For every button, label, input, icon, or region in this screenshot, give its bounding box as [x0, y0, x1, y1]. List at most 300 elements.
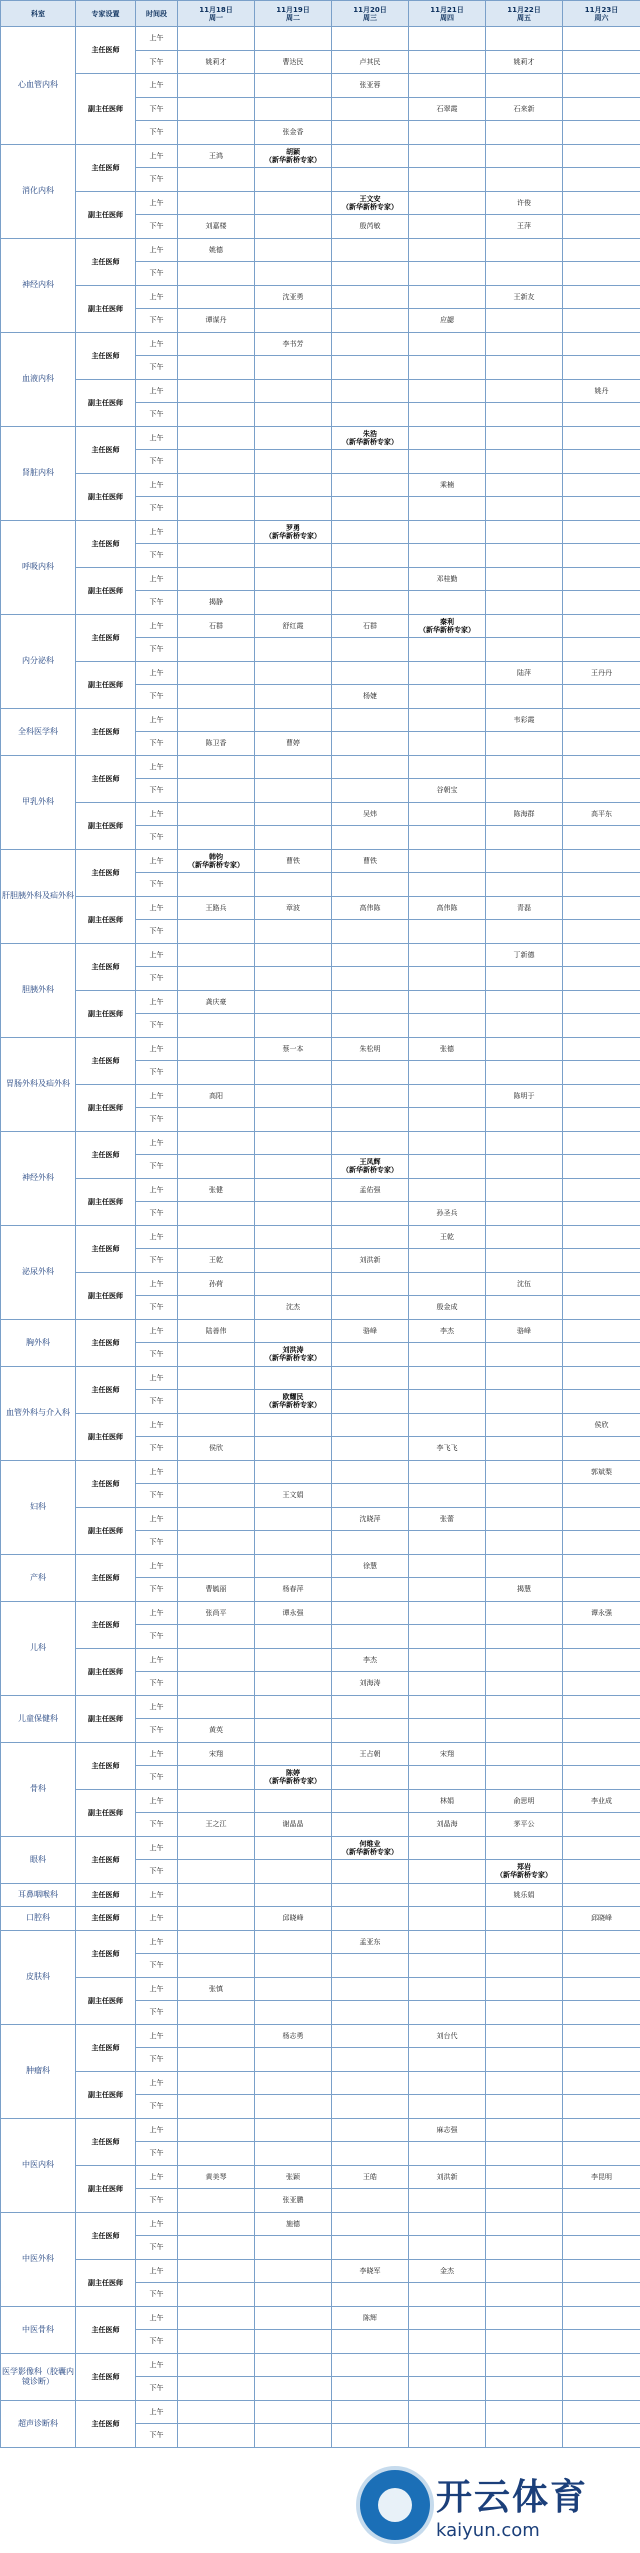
slot-cell: 下午	[136, 1954, 178, 1978]
slot-cell: 上午	[136, 1272, 178, 1296]
schedule-cell	[332, 1977, 409, 2001]
schedule-cell: 石翠霞	[409, 97, 486, 121]
schedule-cell	[409, 920, 486, 944]
schedule-cell	[178, 708, 255, 732]
schedule-cell	[178, 638, 255, 662]
slot-cell: 上午	[136, 74, 178, 98]
schedule-cell	[486, 1836, 563, 1860]
schedule-cell	[563, 732, 640, 756]
table-row	[1, 473, 640, 497]
schedule-cell: 邱晓峰	[255, 1907, 332, 1931]
schedule-cell	[409, 732, 486, 756]
schedule-cell	[409, 1366, 486, 1390]
schedule-cell	[255, 1061, 332, 1085]
slot-cell: 上午	[136, 1977, 178, 2001]
schedule-cell	[563, 1507, 640, 1531]
slot-cell: 上午	[136, 1601, 178, 1625]
schedule-cell	[563, 1155, 640, 1179]
schedule-cell	[255, 2330, 332, 2354]
schedule-cell	[563, 2377, 640, 2401]
table-row	[1, 285, 640, 309]
schedule-cell	[332, 2142, 409, 2166]
slot-cell: 下午	[136, 2424, 178, 2448]
table-row	[1, 1648, 640, 1672]
schedule-cell	[486, 450, 563, 474]
slot-cell: 下午	[136, 356, 178, 380]
schedule-cell	[255, 638, 332, 662]
schedule-cell	[563, 27, 640, 51]
schedule-cell	[563, 849, 640, 873]
slot-cell: 下午	[136, 1155, 178, 1179]
schedule-cell	[409, 2236, 486, 2260]
schedule-cell	[486, 379, 563, 403]
watermark-en: kaiyun.com	[436, 2520, 540, 2541]
schedule-cell	[563, 1014, 640, 1038]
schedule-cell	[563, 356, 640, 380]
schedule-cell: 张金香	[255, 121, 332, 145]
schedule-cell	[332, 779, 409, 803]
schedule-cell	[332, 732, 409, 756]
dept-cell: 泌尿外科	[1, 1225, 76, 1319]
table-row	[1, 896, 640, 920]
schedule-cell	[563, 1813, 640, 1837]
schedule-cell	[486, 356, 563, 380]
watermark-text	[436, 2469, 588, 2541]
schedule-cell	[409, 1578, 486, 1602]
schedule-cell: 刘海涛	[332, 1672, 409, 1696]
schedule-cell	[409, 450, 486, 474]
schedule-cell	[563, 873, 640, 897]
schedule-cell	[486, 638, 563, 662]
slot-cell: 上午	[136, 27, 178, 51]
title-cell: 主任医师	[76, 2400, 136, 2447]
slot-cell: 下午	[136, 50, 178, 74]
title-cell: 副主任医师	[76, 661, 136, 708]
schedule-cell	[409, 1390, 486, 1414]
schedule-cell	[486, 1460, 563, 1484]
schedule-cell	[563, 1249, 640, 1273]
schedule-cell	[178, 27, 255, 51]
schedule-cell	[409, 2424, 486, 2448]
schedule-cell	[332, 591, 409, 615]
schedule-cell: 杨志勇	[255, 2024, 332, 2048]
schedule-cell	[255, 1860, 332, 1884]
schedule-cell: 孟佑强	[332, 1178, 409, 1202]
schedule-cell	[332, 2024, 409, 2048]
header-day-3	[332, 1, 409, 27]
schedule-cell: 陈海群	[486, 802, 563, 826]
schedule-cell	[486, 2048, 563, 2072]
dept-cell: 心血管内科	[1, 27, 76, 145]
dept-cell: 耳鼻咽喉科	[1, 1883, 76, 1907]
schedule-cell: 谭谋丹	[178, 309, 255, 333]
slot-cell: 上午	[136, 802, 178, 826]
schedule-cell: 殷芮敏	[332, 215, 409, 239]
schedule-cell	[332, 1343, 409, 1367]
expert-name: 何维业	[359, 1839, 381, 1848]
schedule-cell	[486, 27, 563, 51]
schedule-cell	[409, 1930, 486, 1954]
schedule-cell	[255, 567, 332, 591]
schedule-cell	[332, 920, 409, 944]
schedule-cell	[563, 2259, 640, 2283]
schedule-cell	[486, 732, 563, 756]
schedule-cell	[563, 2283, 640, 2307]
slot-cell: 上午	[136, 567, 178, 591]
schedule-cell	[486, 2353, 563, 2377]
schedule-cell	[409, 2142, 486, 2166]
dept-cell: 胸外科	[1, 1319, 76, 1366]
schedule-cell	[255, 450, 332, 474]
schedule-cell	[563, 1108, 640, 1132]
schedule-cell	[255, 544, 332, 568]
title-cell: 主任医师	[76, 1460, 136, 1507]
schedule-cell	[563, 1437, 640, 1461]
schedule-cell: 沈亚勇	[255, 285, 332, 309]
schedule-cell	[332, 1366, 409, 1390]
expert-name: 朱浩	[363, 429, 377, 438]
slot-cell: 下午	[136, 2236, 178, 2260]
expert-name: 王文安	[359, 194, 381, 203]
schedule-cell	[486, 1695, 563, 1719]
schedule-cell	[255, 1108, 332, 1132]
header-dow: 周二	[286, 13, 300, 22]
schedule-cell	[563, 779, 640, 803]
header-dow: 周四	[440, 13, 454, 22]
table-row	[1, 1413, 640, 1437]
schedule-cell: 王之江	[178, 1813, 255, 1837]
schedule-cell: 曹毓丽	[178, 1578, 255, 1602]
title-cell: 副主任医师	[76, 1648, 136, 1695]
schedule-cell	[178, 426, 255, 450]
table-row	[1, 1742, 640, 1766]
slot-cell: 下午	[136, 1108, 178, 1132]
slot-cell: 上午	[136, 2400, 178, 2424]
schedule-cell	[178, 285, 255, 309]
schedule-cell	[486, 1202, 563, 1226]
slot-cell: 下午	[136, 1437, 178, 1461]
schedule-cell	[332, 168, 409, 192]
schedule-cell	[332, 2212, 409, 2236]
slot-cell: 上午	[136, 520, 178, 544]
title-cell: 副主任医师	[76, 896, 136, 943]
schedule-cell	[332, 1437, 409, 1461]
schedule-cell	[178, 826, 255, 850]
schedule-cell	[486, 403, 563, 427]
dept-cell: 胃肠外科及疝外科	[1, 1037, 76, 1131]
schedule-cell	[255, 1836, 332, 1860]
schedule-cell	[178, 97, 255, 121]
schedule-cell	[409, 1272, 486, 1296]
schedule-cell	[178, 450, 255, 474]
slot-cell: 上午	[136, 1225, 178, 1249]
table-row	[1, 1789, 640, 1813]
schedule-cell	[332, 379, 409, 403]
slot-cell: 上午	[136, 943, 178, 967]
title-cell: 副主任医师	[76, 1413, 136, 1460]
schedule-cell	[332, 191, 409, 215]
schedule-cell	[178, 1296, 255, 1320]
schedule-cell	[563, 2001, 640, 2025]
schedule-cell	[255, 238, 332, 262]
table-row	[1, 2165, 640, 2189]
schedule-cell	[563, 1225, 640, 1249]
schedule-cell	[409, 2189, 486, 2213]
slot-cell: 上午	[136, 614, 178, 638]
schedule-cell	[563, 920, 640, 944]
schedule-cell: 沈杰	[255, 1296, 332, 1320]
slot-cell: 下午	[136, 1578, 178, 1602]
schedule-cell: 乘楠	[409, 473, 486, 497]
table-row	[1, 661, 640, 685]
dept-cell: 消化内科	[1, 144, 76, 238]
dept-cell: 口腔科	[1, 1907, 76, 1931]
schedule-cell	[255, 403, 332, 427]
schedule-cell	[178, 1625, 255, 1649]
slot-cell: 上午	[136, 1883, 178, 1907]
schedule-cell	[409, 27, 486, 51]
slot-cell: 上午	[136, 1930, 178, 1954]
schedule-cell	[563, 567, 640, 591]
header-day-2	[255, 1, 332, 27]
schedule-cell	[409, 2353, 486, 2377]
schedule-cell	[178, 74, 255, 98]
schedule-cell	[563, 2048, 640, 2072]
schedule-cell	[178, 1648, 255, 1672]
slot-cell: 上午	[136, 2118, 178, 2142]
schedule-cell	[255, 873, 332, 897]
schedule-cell: 郭斌梨	[563, 1460, 640, 1484]
schedule-cell	[563, 1131, 640, 1155]
table-row	[1, 1319, 640, 1343]
schedule-cell	[255, 1155, 332, 1179]
schedule-cell	[255, 1954, 332, 1978]
schedule-cell	[409, 967, 486, 991]
schedule-cell	[255, 1272, 332, 1296]
schedule-cell	[332, 1907, 409, 1931]
schedule-cell	[486, 1061, 563, 1085]
dept-cell: 儿科	[1, 1601, 76, 1695]
schedule-cell	[255, 262, 332, 286]
slot-cell: 下午	[136, 1719, 178, 1743]
dept-cell: 内分泌科	[1, 614, 76, 708]
schedule-cell	[255, 1319, 332, 1343]
schedule-cell	[255, 1719, 332, 1743]
schedule-cell	[486, 1390, 563, 1414]
schedule-cell	[563, 614, 640, 638]
slot-cell: 下午	[136, 2377, 178, 2401]
schedule-cell	[255, 779, 332, 803]
schedule-cell	[563, 309, 640, 333]
schedule-cell	[332, 2330, 409, 2354]
schedule-cell: 谭永强	[255, 1601, 332, 1625]
header-row	[1, 1, 640, 27]
schedule-cell: 黄英	[178, 1719, 255, 1743]
schedule-cell	[486, 2400, 563, 2424]
expert-name: 刘洪涛	[282, 1346, 304, 1355]
schedule-cell	[332, 2048, 409, 2072]
slot-cell: 下午	[136, 168, 178, 192]
table-row	[1, 2024, 640, 2048]
schedule-cell	[332, 1108, 409, 1132]
schedule-cell	[255, 168, 332, 192]
slot-cell: 下午	[136, 309, 178, 333]
schedule-cell	[178, 2212, 255, 2236]
schedule-cell	[409, 1343, 486, 1367]
slot-cell: 下午	[136, 2095, 178, 2119]
schedule-cell	[332, 1531, 409, 1555]
schedule-cell	[409, 50, 486, 74]
slot-cell: 上午	[136, 1695, 178, 1719]
schedule-cell	[486, 1930, 563, 1954]
schedule-cell: 施德	[255, 2212, 332, 2236]
table-row	[1, 1836, 640, 1860]
schedule-cell	[255, 1202, 332, 1226]
schedule-cell	[255, 426, 332, 450]
schedule-cell	[563, 2236, 640, 2260]
schedule-cell	[178, 2095, 255, 2119]
dept-cell: 儿童保健科	[1, 1695, 76, 1742]
schedule-cell	[409, 168, 486, 192]
dept-cell: 皮肤科	[1, 1930, 76, 2024]
schedule-cell: 张亚鹏	[255, 2189, 332, 2213]
schedule-cell	[409, 1484, 486, 1508]
schedule-cell	[255, 2142, 332, 2166]
title-cell: 副主任医师	[76, 1272, 136, 1319]
dept-cell: 肿瘤科	[1, 2024, 76, 2118]
table-row	[1, 191, 640, 215]
slot-cell: 下午	[136, 1625, 178, 1649]
schedule-cell	[563, 426, 640, 450]
slot-cell: 下午	[136, 121, 178, 145]
schedule-cell	[563, 121, 640, 145]
table-row	[1, 1272, 640, 1296]
title-cell: 主任医师	[76, 332, 136, 379]
schedule-cell: 卢其民	[332, 50, 409, 74]
schedule-cell	[178, 2259, 255, 2283]
schedule-cell	[409, 238, 486, 262]
schedule-cell: 王乾	[409, 1225, 486, 1249]
schedule-cell	[409, 1061, 486, 1085]
header-dept: 科室	[1, 1, 76, 27]
schedule-cell	[255, 661, 332, 685]
title-cell: 主任医师	[76, 1742, 136, 1789]
schedule-cell	[563, 1084, 640, 1108]
schedule-cell: 黄美琴	[178, 2165, 255, 2189]
schedule-cell	[255, 473, 332, 497]
schedule-cell	[332, 1155, 409, 1179]
schedule-cell	[255, 1437, 332, 1461]
schedule-cell	[563, 1672, 640, 1696]
schedule-cell	[332, 2424, 409, 2448]
schedule-cell: 高平东	[563, 802, 640, 826]
table-row	[1, 1037, 640, 1061]
title-cell: 副主任医师	[76, 1977, 136, 2024]
schedule-cell	[178, 1554, 255, 1578]
schedule-cell	[332, 755, 409, 779]
schedule-cell	[563, 1366, 640, 1390]
schedule-cell	[486, 1014, 563, 1038]
title-cell: 主任医师	[76, 1319, 136, 1366]
schedule-cell: 姚莉才	[486, 50, 563, 74]
header-date: 11月18日	[199, 5, 233, 14]
schedule-cell	[409, 1084, 486, 1108]
schedule-cell	[563, 74, 640, 98]
slot-cell: 上午	[136, 2212, 178, 2236]
schedule-cell: 侯欣	[563, 1413, 640, 1437]
schedule-cell	[486, 2236, 563, 2260]
schedule-cell	[255, 920, 332, 944]
table-row	[1, 379, 640, 403]
slot-cell: 下午	[136, 638, 178, 662]
schedule-cell: 王萍	[486, 215, 563, 239]
schedule-cell	[178, 379, 255, 403]
schedule-cell	[332, 2095, 409, 2119]
schedule-cell	[563, 2118, 640, 2142]
schedule-cell	[486, 2377, 563, 2401]
schedule-cell	[255, 1366, 332, 1390]
schedule-cell	[486, 2189, 563, 2213]
schedule-cell	[332, 1954, 409, 1978]
schedule-cell	[409, 1460, 486, 1484]
schedule-cell	[409, 1178, 486, 1202]
slot-cell: 上午	[136, 1554, 178, 1578]
schedule-cell	[332, 1601, 409, 1625]
schedule-cell	[486, 1742, 563, 1766]
slot-cell: 下午	[136, 2048, 178, 2072]
schedule-cell	[409, 1648, 486, 1672]
table-row	[1, 2071, 640, 2095]
header-date: 11月23日	[584, 5, 619, 14]
schedule-cell	[332, 2353, 409, 2377]
slot-cell: 上午	[136, 285, 178, 309]
schedule-cell	[563, 1319, 640, 1343]
table-row	[1, 990, 640, 1014]
schedule-cell	[486, 74, 563, 98]
expert-name: 郑岩	[517, 1863, 531, 1872]
schedule-cell	[409, 1954, 486, 1978]
schedule-cell	[486, 755, 563, 779]
schedule-cell	[332, 2118, 409, 2142]
schedule-cell	[409, 755, 486, 779]
schedule-cell	[409, 1766, 486, 1790]
schedule-cell	[409, 2330, 486, 2354]
schedule-cell	[178, 520, 255, 544]
schedule-cell	[563, 1695, 640, 1719]
schedule-cell	[332, 1860, 409, 1884]
schedule-cell	[486, 1037, 563, 1061]
slot-cell: 下午	[136, 1813, 178, 1837]
schedule-cell: 陈明于	[486, 1084, 563, 1108]
schedule-cell	[332, 1789, 409, 1813]
schedule-cell	[486, 262, 563, 286]
schedule-cell	[255, 1460, 332, 1484]
schedule-cell	[563, 967, 640, 991]
schedule-cell	[332, 121, 409, 145]
schedule-cell	[409, 2283, 486, 2307]
schedule-cell	[178, 168, 255, 192]
slot-cell: 下午	[136, 215, 178, 239]
schedule-cell	[409, 497, 486, 521]
schedule-cell	[563, 97, 640, 121]
slot-cell: 上午	[136, 2306, 178, 2330]
slot-cell: 下午	[136, 591, 178, 615]
schedule-cell	[486, 1178, 563, 1202]
schedule-cell	[332, 1296, 409, 1320]
slot-cell: 上午	[136, 708, 178, 732]
schedule-cell	[178, 1014, 255, 1038]
slot-cell: 下午	[136, 262, 178, 286]
